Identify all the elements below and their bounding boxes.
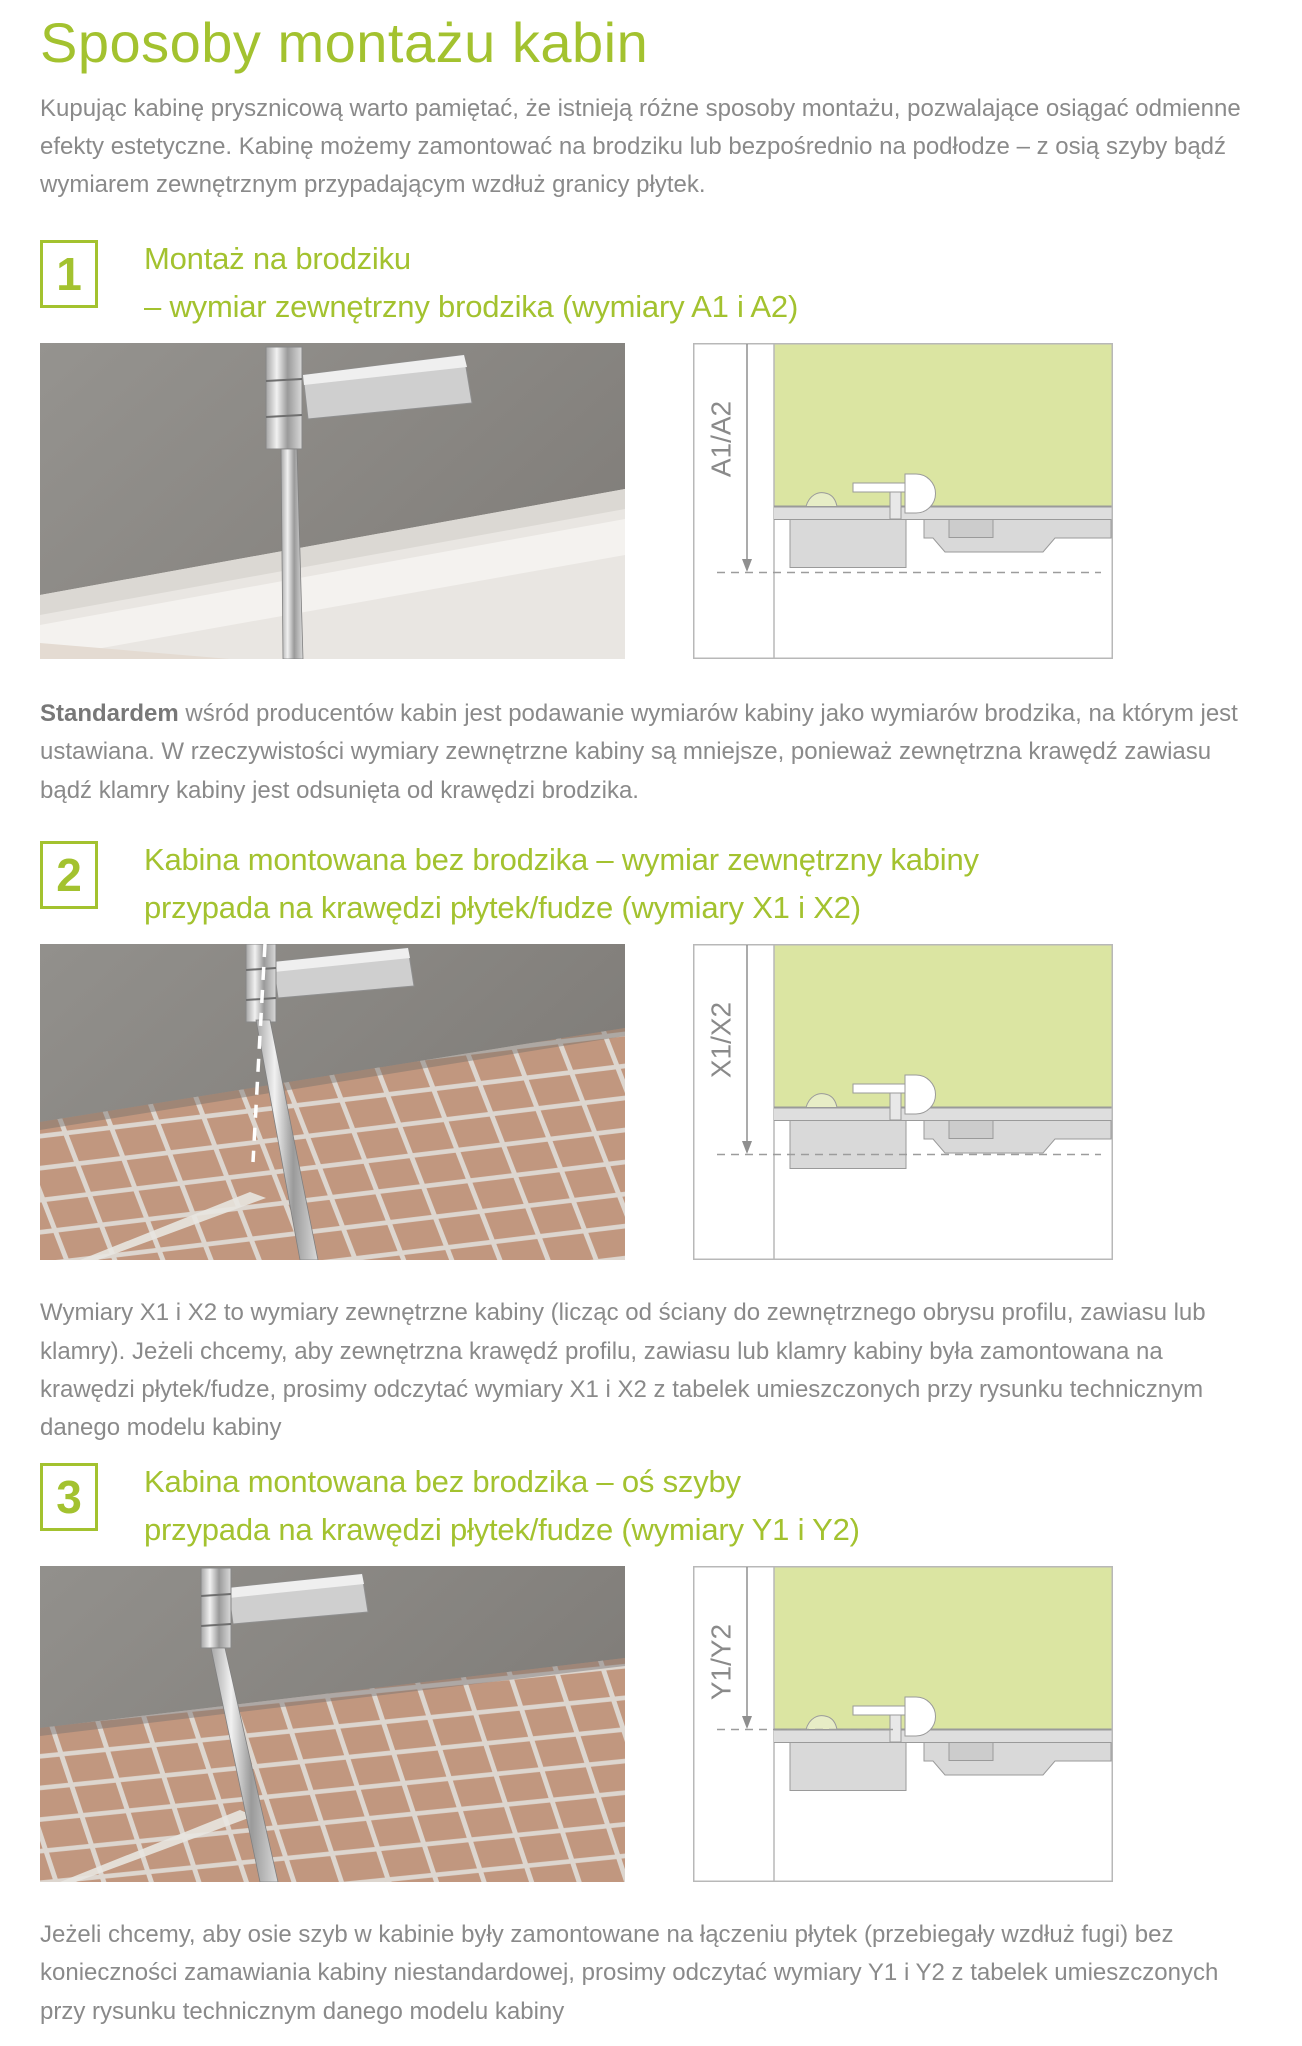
section-2-header (40, 836, 1262, 932)
dimension-label: A1/A2 (705, 400, 737, 477)
page-title: Sposoby montażu kabin (40, 11, 649, 74)
section-1-heading-line2: – wymiar zewnętrzny brodzika (wymiary A1 i A2) (144, 288, 799, 324)
section-2-note-text: Wymiary X1 i X2 to wymiary zewnętrzne kabiny (licząc od ściany do zewnętrznego obrysu profilu, zawiasu lub klamry). Jeżeli chcemy, aby zewnętrzna krawędź profilu, zawiasu lub klamry kabiny była zamontowana na krawędzi płytek/fudze, prosimy odczytać wymiary X1 i X2 z tabelek umieszczonych przy rysunku technicznym danego modelu kabiny (40, 1299, 1206, 1442)
section-1-media-row (40, 343, 1262, 659)
diagram-wall-area (774, 1567, 1112, 1729)
section-1-diagram (693, 343, 1113, 659)
section-2-number-badge: 2 (40, 841, 98, 909)
mounting-diagram-y1y2 (693, 1566, 1113, 1882)
section-1-note (40, 695, 1262, 810)
section-3-media-row (40, 1566, 1262, 1882)
cabin-photo-hinge-on-tiles-axis (40, 944, 625, 1260)
mounting-diagram-a1a2 (693, 343, 1113, 659)
section-3-heading-line2: przypada na krawędzi płytek/fudze (wymiary Y1 i Y2) (144, 1511, 860, 1547)
section-3-header (40, 1458, 1262, 1554)
section-3-note (40, 1916, 1262, 2031)
section-3-cabin-photo (40, 1566, 625, 1882)
section-2-heading-line1: Kabina montowana bez brodzika – wymiar zewnętrzny kabiny (144, 842, 979, 878)
cabin-photo-hinge-on-tray (40, 343, 625, 659)
section-1-header (40, 235, 1262, 331)
section-3-diagram (693, 1566, 1113, 1882)
dimension-label: Y1/Y2 (705, 1623, 737, 1700)
section-2-diagram (693, 944, 1113, 1260)
section-1-cabin-photo (40, 343, 625, 659)
section-1-note-bold: Standardem (40, 699, 179, 727)
section-1-number-badge: 1 (40, 240, 98, 308)
section-3-heading (144, 1458, 860, 1554)
diagram-wall-area (774, 344, 1112, 506)
cabin-photo-hinge-on-tiles (40, 1566, 625, 1882)
section-2-note (40, 1294, 1262, 1448)
section-2-heading (144, 836, 979, 932)
section-2-media-row (40, 944, 1262, 1260)
section-3-heading-line1: Kabina montowana bez brodzika – oś szyby (144, 1463, 741, 1499)
section-2-heading-line2: przypada na krawędzi płytek/fudze (wymiary X1 i X2) (144, 890, 861, 926)
section-1-heading-line1: Montaż na brodziku (144, 240, 411, 276)
section-3-number-badge: 3 (40, 1463, 98, 1531)
dimension-label: X1/X2 (705, 1001, 737, 1079)
section-2-cabin-photo (40, 944, 625, 1260)
section-3-note-text: Jeżeli chcemy, aby osie szyb w kabinie były zamontowane na łączeniu płytek (przebiegały wzdłuż fugi) bez konieczności zamawiania kabiny niestandardowej, prosimy odczytać wymiary Y1 i Y2 z tabelek umieszczonych przy rysunku technicznym danego modelu kabiny (40, 1920, 1219, 2025)
intro-paragraph: Kupując kabinę prysznicową warto pamiętać, że istnieją różne sposoby montażu, pozwalające osiągać odmienne efekty estetyczne. Kabinę możemy zamontować na brodziku lub bezpośrednio na podłodze – z osią szyby bądź wymiarem zewnętrznym przypadającym wzdłuż granicy płytek. (40, 94, 1241, 199)
section-1-heading (144, 235, 798, 331)
section-1-note-text: wśród producentów kabin jest podawanie wymiarów kabiny jako wymiarów brodzika, na którym jest ustawiana. W rzeczywistości wymiary zewnętrzne kabiny są mniejsze, ponieważ zewnętrzna krawędź zawiasu bądź klamry kabiny jest odsunięta od krawędzi brodzika. (40, 699, 1238, 804)
mounting-diagram-x1x2 (693, 944, 1113, 1260)
diagram-wall-area (774, 946, 1112, 1108)
